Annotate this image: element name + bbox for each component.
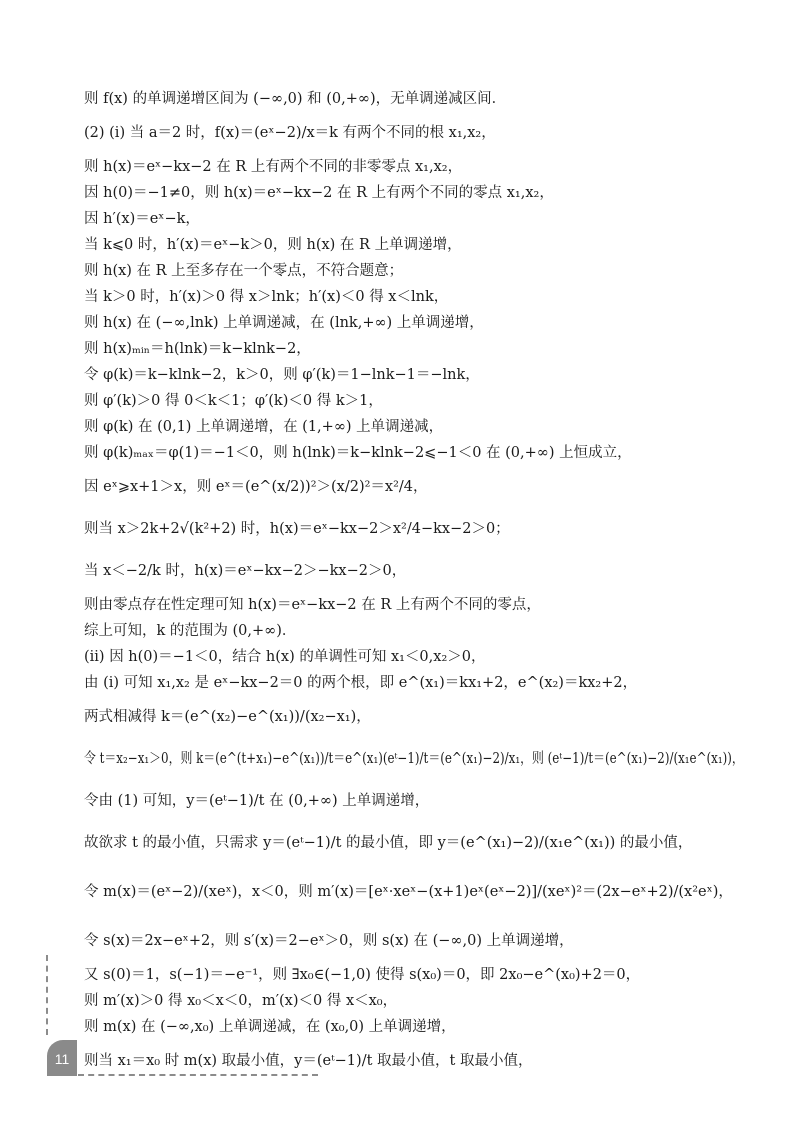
text-line: 由 (i) 可知 x₁,x₂ 是 eˣ−kx−2＝0 的两个根，即 e^(x₁)＝kx₁+2，e^(x₂)＝kx₂+2， bbox=[84, 675, 638, 691]
text-line: 令 m(x)＝(eˣ−2)/(xeˣ)，x＜0，则 m′(x)＝[eˣ·xeˣ−(x+1)eˣ(eˣ−2)]/(xeˣ)²＝(2x−eˣ+2)/(x²eˣ)， bbox=[84, 884, 733, 900]
text-line: 则 m(x) 在 (−∞,x₀) 上单调递减，在 (x₀,0) 上单调递增， bbox=[84, 1019, 456, 1035]
text-line: 则当 x＞2k+2√(k²+2) 时，h(x)＝eˣ−kx−2＞x²/4−kx−2＞0； bbox=[84, 521, 510, 537]
text-line: 当 k＞0 时，h′(x)＞0 得 x＞lnk；h′(x)＜0 得 x＜lnk， bbox=[84, 289, 449, 305]
solution-text bbox=[84, 86, 744, 1082]
text-line: 因 h′(x)＝eˣ−k， bbox=[84, 211, 200, 227]
text-line: 则 h(x) 在 (−∞,lnk) 上单调递减，在 (lnk,+∞) 上单调递增， bbox=[84, 315, 484, 331]
text-line: 则由零点存在性定理可知 h(x)＝eˣ−kx−2 在 R 上有两个不同的零点， bbox=[84, 597, 541, 613]
text-line: 则 m′(x)＞0 得 x₀＜x＜0，m′(x)＜0 得 x＜x₀， bbox=[84, 993, 398, 1009]
text-line: 则 f(x) 的单调递增区间为 (−∞,0) 和 (0,+∞)，无单调递减区间． bbox=[84, 91, 507, 107]
text-line: 综上可知，k 的范围为 (0,+∞)． bbox=[84, 623, 297, 639]
text-line: 则 h(x)ₘᵢₙ＝h(lnk)＝k−klnk−2， bbox=[84, 341, 311, 357]
text-line: 令 φ(k)＝k−klnk−2，k＞0，则 φ′(k)＝1−lnk−1＝−lnk， bbox=[84, 367, 480, 383]
text-line: 两式相减得 k＝(e^(x₂)−e^(x₁))/(x₂−x₁)， bbox=[84, 709, 371, 725]
text-line: 当 x＜−2/k 时，h(x)＝eˣ−kx−2＞−kx−2＞0， bbox=[84, 563, 407, 579]
text-line: 则 φ(k)ₘₐₓ＝φ(1)＝−1＜0，则 h(lnk)＝k−klnk−2⩽−1＜0 在 (0,+∞) 上恒成立， bbox=[84, 445, 632, 461]
text-line: 则 h(x) 在 R 上至多存在一个零点，不符合题意； bbox=[84, 263, 404, 279]
text-line: 则 φ′(k)＞0 得 0＜k＜1；φ′(k)＜0 得 k＞1， bbox=[84, 393, 383, 409]
text-line: 则 h(x)＝eˣ−kx−2 在 R 上有两个不同的非零零点 x₁,x₂， bbox=[84, 159, 463, 175]
text-line: (2) (i) 当 a＝2 时，f(x)＝(eˣ−2)/x＝k 有两个不同的根 x₁,x₂， bbox=[84, 125, 496, 141]
text-line: 故欲求 t 的最小值，只需求 y＝(eᵗ−1)/t 的最小值，即 y＝(e^(x₁)−2)/(x₁e^(x₁)) 的最小值， bbox=[84, 835, 693, 851]
page-number: 11 bbox=[54, 1051, 70, 1067]
text-line: 当 k⩽0 时，h′(x)＝eˣ−k＞0，则 h(x) 在 R 上单调递增， bbox=[84, 237, 462, 253]
text-line: 则当 x₁＝x₀ 时 m(x) 取最小值，y＝(eᵗ−1)/t 取最小值，t 取最小值， bbox=[84, 1053, 533, 1069]
text-line: 则 φ(k) 在 (0,1) 上单调递增，在 (1,+∞) 上单调递减， bbox=[84, 419, 444, 435]
text-line: 又 s(0)＝1，s(−1)＝−e⁻¹，则 ∃x₀∈(−1,0) 使得 s(x₀)＝0，即 2x₀−e^(x₀)+2＝0， bbox=[84, 967, 641, 983]
text-line: 因 eˣ⩾x+1＞x，则 eˣ＝(e^(x/2))²＞(x/2)²＝x²/4， bbox=[84, 479, 428, 495]
dashed-frame-left bbox=[46, 955, 48, 1035]
page-number-badge bbox=[47, 1040, 77, 1076]
text-line: 令由 (1) 可知，y＝(eᵗ−1)/t 在 (0,+∞) 上单调递增， bbox=[84, 793, 430, 809]
text-line: 因 h(0)＝−1≠0，则 h(x)＝eˣ−kx−2 在 R 上有两个不同的零点 x₁,x₂， bbox=[84, 185, 554, 201]
text-line: (ii) 因 h(0)＝−1＜0，结合 h(x) 的单调性可知 x₁＜0,x₂＞0， bbox=[84, 649, 486, 665]
text-line: 令 t＝x₂−x₁＞0，则 k＝(e^(t+x₁)−e^(x₁))/t＝e^(x₁)(eᵗ−1)/t＝(e^(x₁)−2)/x₁，则 (eᵗ−1)/t＝(e^(x₁)−2)/(x₁e^(x₁))， bbox=[84, 751, 744, 767]
dashed-frame-bottom bbox=[78, 1074, 318, 1076]
text-line: 令 s(x)＝2x−eˣ+2，则 s′(x)＝2−eˣ＞0，则 s(x) 在 (−∞,0) 上单调递增， bbox=[84, 933, 574, 949]
